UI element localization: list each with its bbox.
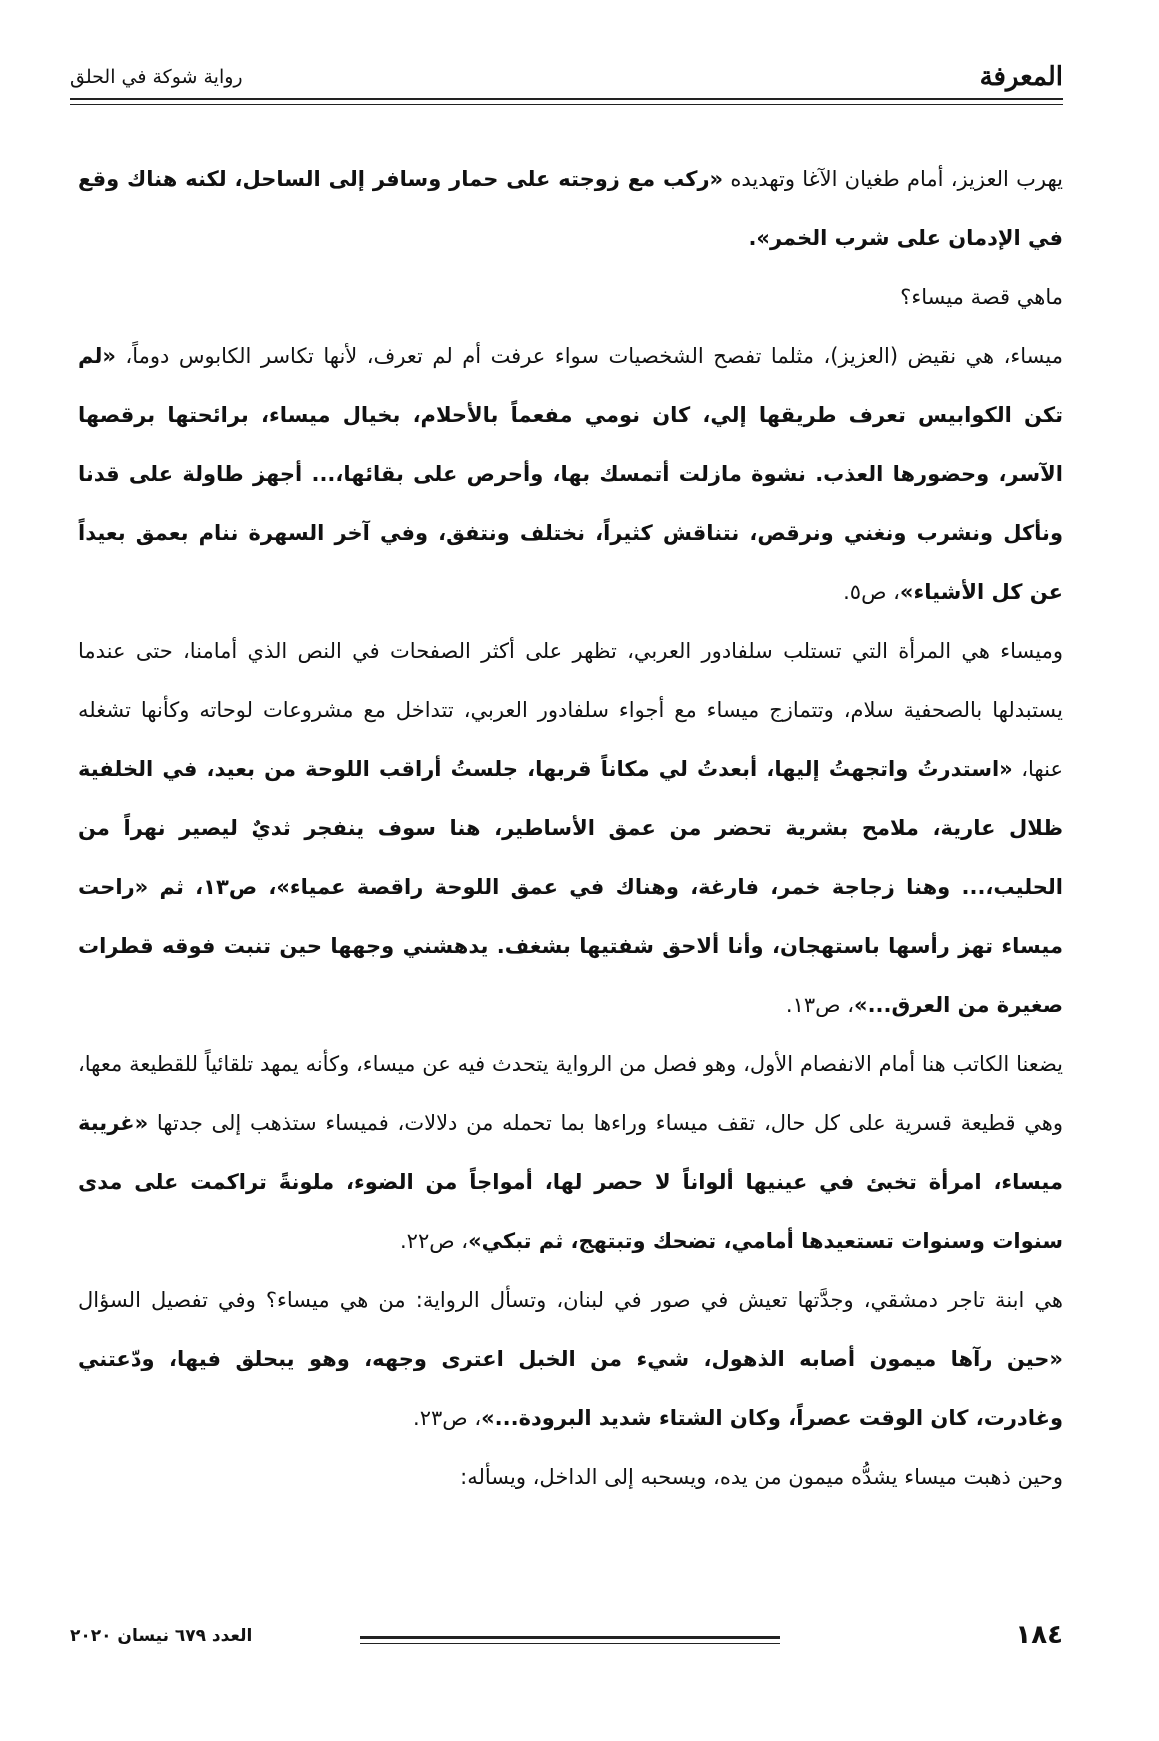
paragraph-7: وحين ذهبت ميساء يشدُّه ميمون من يده، ويسحبه إلى الداخل، ويسأله:: [460, 1465, 1063, 1489]
quote-4: «استدرتُ واتجهتُ إليها، أبعدتُ لي مكاناً قربها، جلستُ أراقب اللوحة من بعيد، في الخلفية ظلال عارية، ملامح بشرية تحضر من عمق الأساطير، هنا سوف ينفجر ثديٌ ليصير نهراً من الحليب،... وهنا زجاجة خمر، فارغة، وهناك في عمق اللوحة راقصة عمياء»، ص١٣، ثم «راحت ميساء تهز رأسها باستهجان، وأنا ألاحق شفتيها بشغف. يدهشني وجهها حين تنبت فوقه قطرات صغيرة من العرق...»: [78, 757, 1064, 1017]
footer-rule: [360, 1636, 780, 1639]
issue-label: العدد ٦٧٩ نيسان ٢٠٢٠: [70, 1626, 253, 1646]
page-header: [70, 62, 1063, 96]
running-title: رواية شوكة في الحلق: [70, 66, 243, 88]
header-rule-thin: [70, 104, 1063, 105]
quote-5: «غريبة ميساء، امرأة تخبئ في عينيها ألواناً لا حصر لها، أمواجاً من الضوء، ملونةً تراكمت على مدى سنوات وسنوات تستعيدها أمامي، تضحك وتبتهج، ثم تبكي»: [78, 1111, 1063, 1253]
paragraph-4: وميساء هي المرأة التي تستلب سلفادور العربي، تظهر على أكثر الصفحات في النص الذي أمامنا، حتى عندما يستبدلها بالصحفية سلام، وتتمازج ميساء مع أجواء سلفادور العربي، تتداخل مع مشروعات لوحاته وكأنها تشغله عنها، «استدرتُ واتجهتُ إليها، أبعدتُ لي مكاناً قربها، جلستُ أراقب اللوحة من بعيد، في الخلفية ظلال عارية، ملامح بشرية تحضر من عمق الأساطير، هنا سوف ينفجر ثديٌ ليصير نهراً من الحليب،... وهنا زجاجة خمر، فارغة، وهناك في عمق اللوحة راقصة عمياء»، ص١٣، ثم «راحت ميساء تهز رأسها باستهجان، وأنا ألاحق شفتيها بشغف. يدهشني وجهها حين تنبت فوقه قطرات صغيرة من العرق...»، ص١٣.: [78, 639, 1064, 1017]
header-rule: [70, 98, 1063, 100]
paragraph-3: ميساء، هي نقيض (العزيز)، مثلما تفصح الشخصيات سواء عرفت أم لم تعرف، لأنها تكاسر الكابوس دوماً، «لم تكن الكوابيس تعرف طريقها إلي، كان نومي مفعماً بالأحلام، بخيال ميساء، برائحتها برقصها الآسر، وحضورها العذب. نشوة مازلت أتمسك بها، وأحرص على بقائها،... أجهز طاولة على قدنا ونأكل ونشرب ونغني ونرقص، نتناقش كثيراً، نختلف ونتفق، وفي آخر السهرة ننام بعمق بعيداً عن كل الأشياء»، ص٥.: [78, 344, 1063, 604]
footer-rule-thin: [360, 1643, 780, 1644]
article-body: [78, 150, 1063, 1507]
paragraph-2-question: ماهي قصة ميساء؟: [900, 285, 1063, 309]
paragraph-5: يضعنا الكاتب هنا أمام الانفصام الأول، وهو فصل من الرواية يتحدث فيه عن ميساء، وكأنه يمهد تلقائياً للقطيعة معها، وهي قطيعة قسرية على كل حال، تقف ميساء وراءها بما تحمله من دلالات، فميساء ستذهب إلى جدتها «غريبة ميساء، امرأة تخبئ في عينيها ألواناً لا حصر لها، أمواجاً من الضوء، ملونةً تراكمت على مدى سنوات وسنوات تستعيدها أمامي، تضحك وتبتهج، ثم تبكي»، ص٢٢.: [78, 1052, 1063, 1253]
quote-3: «لم تكن الكوابيس تعرف طريقها إلي، كان نومي مفعماً بالأحلام، بخيال ميساء، برائحتها برقصها الآسر، وحضورها العذب. نشوة مازلت أتمسك بها، وأحرص على بقائها،... أجهز طاولة على قدنا ونأكل ونشرب ونغني ونرقص، نتناقش كثيراً، نختلف ونتفق، وفي آخر السهرة ننام بعمق بعيداً عن كل الأشياء»: [78, 344, 1063, 604]
paragraph-1: يهرب العزيز، أمام طغيان الآغا وتهديده «ركب مع زوجته على حمار وسافر إلى الساحل، لكنه هناك وقع في الإدمان على شرب الخمر».: [78, 167, 1064, 250]
page-number: ١٨٤: [1015, 1620, 1063, 1650]
quote-6: «حين رآها ميمون أصابه الذهول، شيء من الخبل اعترى وجهه، وهو يبحلق فيها، ودّعتني وغادرت، كان الوقت عصراً، وكان الشتاء شديد البرودة...»: [78, 1347, 1063, 1430]
magazine-logo: المعرفة: [979, 62, 1063, 92]
page-footer: [70, 1620, 1063, 1656]
quote-1: «ركب مع زوجته على حمار وسافر إلى الساحل، لكنه هناك وقع في الإدمان على شرب الخمر».: [78, 167, 1063, 250]
paragraph-6: هي ابنة تاجر دمشقي، وجدَّتها تعيش في صور في لبنان، وتسأل الرواية: من هي ميساء؟ وفي تفصيل السؤال «حين رآها ميمون أصابه الذهول، شيء من الخبل اعترى وجهه، وهو يبحلق فيها، ودّعتني وغادرت، كان الوقت عصراً، وكان الشتاء شديد البرودة...»، ص٢٣.: [78, 1288, 1063, 1430]
